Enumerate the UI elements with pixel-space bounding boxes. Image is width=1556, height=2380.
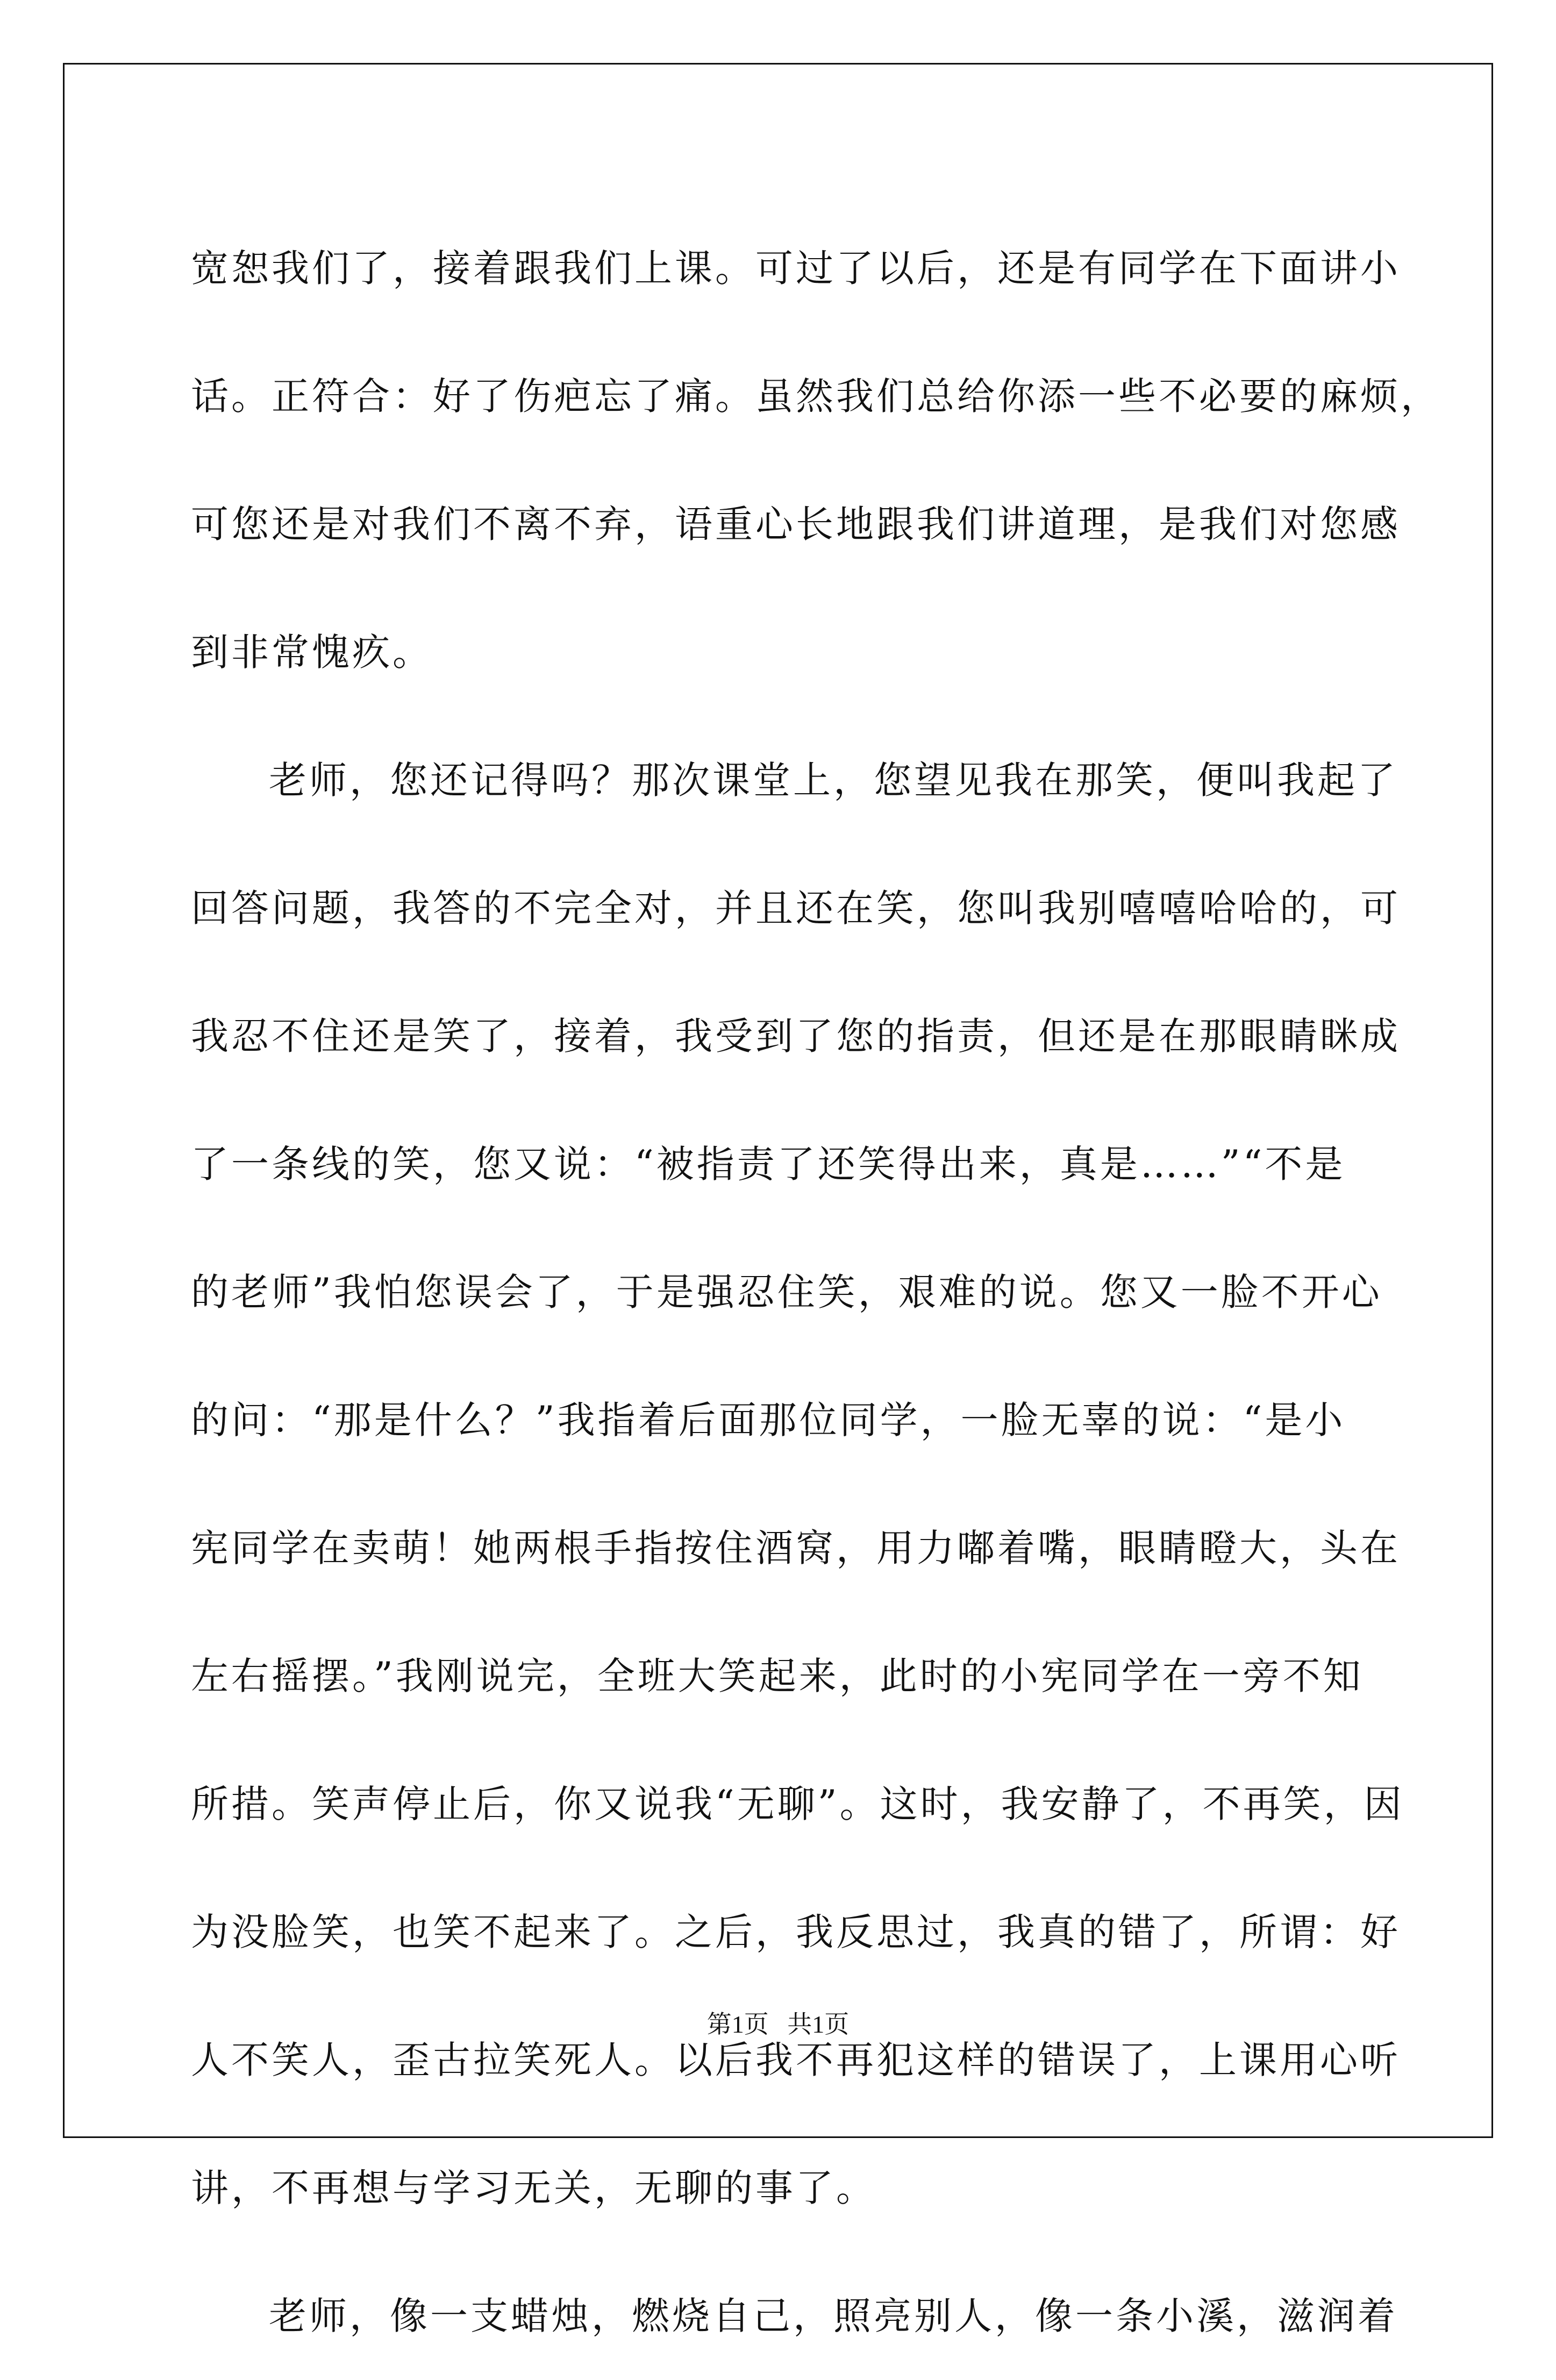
document-body: [191, 204, 1441, 2380]
text-line: 的问：“那是什么？”我指着后面那位同学，一脸无辜的说：“是小: [191, 1398, 1346, 1442]
paragraph-first-line: 老师，您还记得吗？那次课堂上，您望见我在那笑，便叫我起了: [269, 758, 1398, 802]
paragraph-first-line: 老师，像一支蜡烛，燃烧自己，照亮别人，像一条小溪，滋润着: [269, 2294, 1398, 2338]
text-line: 了一条线的笑，您又说：“被指责了还笑得出来，真是……”“不是: [191, 1142, 1346, 1186]
text-line: 宽恕我们了，接着跟我们上课。可过了以后，还是有同学在下面讲小: [191, 246, 1401, 290]
text-line: 人不笑人，歪古拉笑死人。以后我不再犯这样的错误了，上课用心听: [191, 2038, 1401, 2082]
text-line: 回答问题，我答的不完全对，并且还在笑，您叫我别嘻嘻哈哈的，可: [191, 886, 1401, 930]
text-line: 我忍不住还是笑了，接着，我受到了您的指责，但还是在那眼睛眯成: [191, 1014, 1401, 1058]
text-line: 到非常愧疚。: [191, 630, 433, 674]
page-number-footer: 第1页 共1页: [706, 2011, 850, 2038]
text-line: 为没脸笑，也笑不起来了。之后，我反思过，我真的错了，所谓：好: [191, 1910, 1401, 1954]
text-line: 话。正符合：好了伤疤忘了痛。虽然我们总给你添一些不必要的麻烦，: [191, 374, 1441, 418]
text-line: 讲，不再想与学习无关，无聊的事了。: [191, 2166, 876, 2210]
text-line: 宪同学在卖萌！她两根手指按住酒窝，用力嘟着嘴，眼睛瞪大，头在: [191, 1526, 1401, 1570]
text-line: 所措。笑声停止后，你又说我“无聊”。这时，我安静了，不再笑，因: [191, 1782, 1404, 1826]
text-line: 可您还是对我们不离不弃，语重心长地跟我们讲道理，是我们对您感: [191, 502, 1401, 546]
text-line: 的老师”我怕您误会了，于是强忍住笑，艰难的说。您又一脸不开心: [191, 1270, 1382, 1314]
text-line: 左右摇摆。”我刚说完，全班大笑起来，此时的小宪同学在一旁不知: [191, 1654, 1364, 1698]
